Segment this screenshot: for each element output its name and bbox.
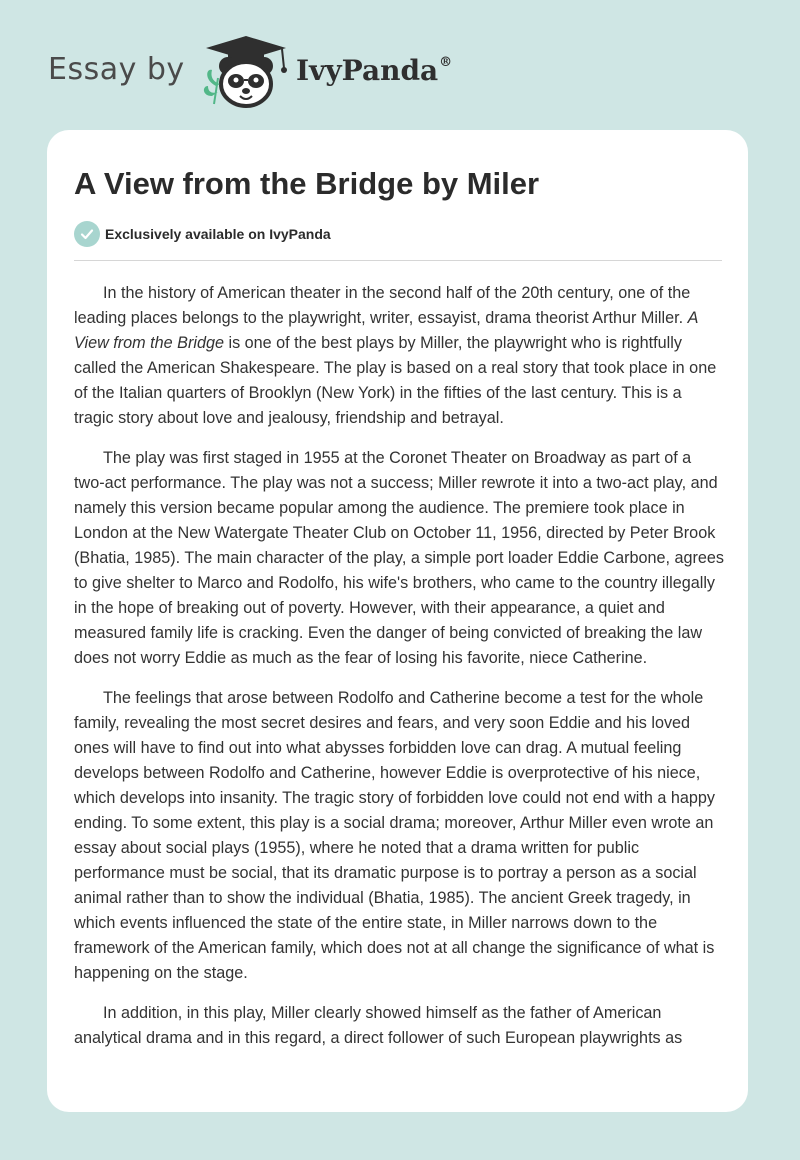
site-header [48,32,548,112]
essay-card [47,130,748,1112]
essay-body [74,281,724,1066]
exclusive-badge [74,221,331,247]
panda-logo-icon [202,34,292,110]
paragraph: In addition, in this play, Miller clearly showed himself as the father of American analytical drama and in this regard, a direct follower of such European playwrights as [74,1004,683,1047]
exclusive-label: Exclusively available on IvyPanda [105,226,331,242]
play-title-italic: A View from the Bridge [74,309,698,352]
essay-by-label: Essay by [48,52,185,87]
registered-mark: ® [439,54,453,70]
paragraph-text: is one of the best plays by Miller, the playwright who is rightfully called the American Shakespeare. The play is based on a real story that took place in one of the Italian quarters of Brooklyn (New York) in the fifties of the last century. This is a tragic story about love and jealousy, friendship and betrayal. [74,334,717,427]
check-icon [74,221,100,247]
brand-text: IvyPanda [296,54,439,87]
paragraph [74,281,724,431]
essay-title: A View from the Bridge by Miler [74,166,540,201]
paragraph-text: In the history of American theater in the second half of the 20th century, one of the leading places belongs to the playwright, writer, essayist, drama theorist Arthur Miller. [74,284,691,327]
divider [74,260,722,261]
brand-name[interactable] [296,54,452,87]
paragraph: The play was first staged in 1955 at the Coronet Theater on Broadway as part of a two-act performance. The play was not a success; Miller rewrote it into a two-act play, and namely this version became popular among the audience. The premiere took place in London at the New Watergate Theater Club on October 11, 1956, directed by Peter Brook (Bhatia, 1985). The main character of the play, a simple port loader Eddie Carbone, agrees to give shelter to Marco and Rodolfo, his wife's brothers, who came to the country illegally in the hope of breaking out of poverty. However, with their appearance, a quiet and measured family life is cracking. Even the danger of being convicted of breaking the law does not worry Eddie as much as the fear of losing his favorite, niece Catherine. [74,449,724,667]
paragraph: The feelings that arose between Rodolfo and Catherine become a test for the whole family, revealing the most secret desires and fears, and very soon Eddie and his loved ones will have to find out into what abysses forbidden love can drag. A mutual feeling develops between Rodolfo and Catherine, however Eddie is overprotective of his niece, which develops into insanity. The tragic story of forbidden love could not end with a happy ending. To some extent, this play is a social drama; moreover, Arthur Miller even wrote an essay about social plays (1955), where he noted that a drama written for public performance must be social, that its dramatic purpose is to portray a person as a social animal rather than to show the individual (Bhatia, 1985). The ancient Greek tragedy, in which events influenced the state of the entire state, in Miller narrows down to the framework of the American family, which does not at all change the significance of what is happening on the stage. [74,689,715,982]
